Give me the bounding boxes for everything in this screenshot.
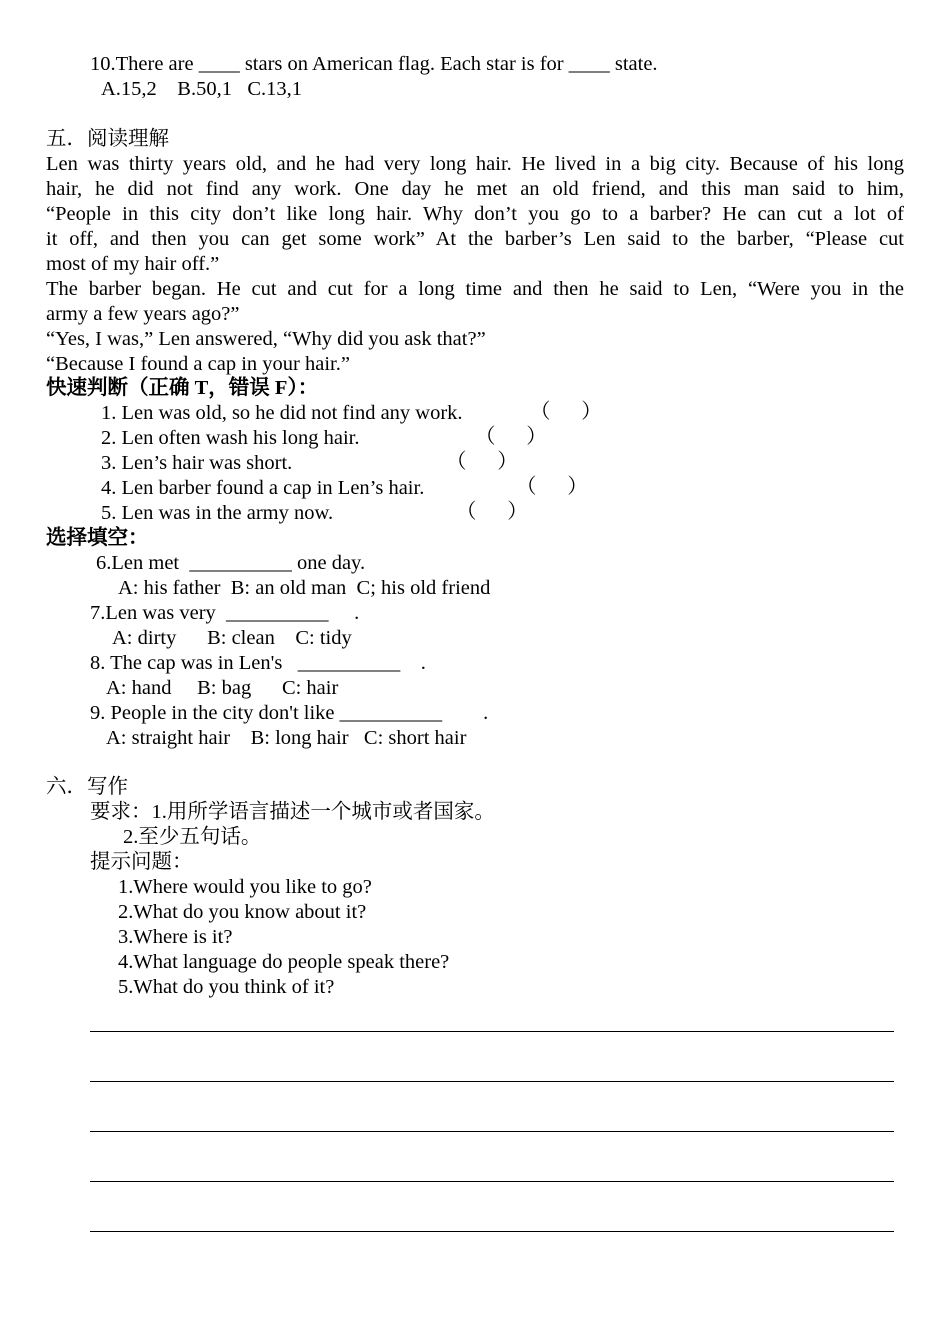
tf-item-text: 2. Len often wash his long hair. <box>101 427 360 449</box>
choice-options: A: his father B: an old man C; his old friend <box>118 577 491 599</box>
passage-line: it off, and then you can get some work” At the barber’s Len said to the barber, “Please cut <box>46 228 904 250</box>
question-10-text: 10.There are ____ stars on American flag. Each star is for ____ state. <box>90 53 658 75</box>
writing-line[interactable] <box>90 1031 894 1032</box>
passage-line: “Because I found a cap in your hair.” <box>46 353 350 375</box>
passage-line: The barber began. He cut and cut for a long time and then he said to Len, “Were you in the <box>46 278 904 300</box>
tf-item-text: 5. Len was in the army now. <box>101 502 334 524</box>
choice-options: A: hand B: bag C: hair <box>106 677 339 699</box>
hint-question: 3.Where is it? <box>118 926 233 948</box>
tf-answer-blank[interactable]: （ ） <box>456 501 528 523</box>
writing-line[interactable] <box>90 1081 894 1082</box>
writing-requirement-2: 2.至少五句话。 <box>123 826 262 848</box>
tf-answer-blank[interactable]: （ ） <box>516 476 588 498</box>
tf-answer-blank[interactable]: （ ） <box>530 401 602 423</box>
choice-options: A: dirty B: clean C: tidy <box>112 627 352 649</box>
hint-question: 2.What do you know about it? <box>118 901 367 923</box>
choice-question: 9. People in the city don't like __________ . <box>90 702 489 724</box>
hint-question: 1.Where would you like to go? <box>118 876 372 898</box>
choice-question: 7.Len was very __________ . <box>90 602 360 624</box>
writing-requirement-1: 要求：1.用所学语言描述一个城市或者国家。 <box>90 801 495 823</box>
hint-heading: 提示问题： <box>90 851 193 873</box>
hint-question: 5.What do you think of it? <box>118 976 335 998</box>
passage-line: Len was thirty years old, and he had very long hair. He lived in a big city. Because of his long <box>46 153 904 175</box>
section-6-heading: 六．写作 <box>46 776 128 798</box>
writing-line[interactable] <box>90 1231 894 1232</box>
writing-line[interactable] <box>90 1131 894 1132</box>
true-false-heading: 快速判断（正确 T，错误 F）： <box>46 377 319 399</box>
passage-line: most of my hair off.” <box>46 253 220 275</box>
passage-line: army a few years ago?” <box>46 303 240 325</box>
choice-question: 6.Len met __________ one day. <box>96 552 366 574</box>
tf-item-text: 1. Len was old, so he did not find any work. <box>101 402 463 424</box>
section-5-heading: 五．阅读理解 <box>46 128 169 150</box>
tf-item-text: 3. Len’s hair was short. <box>101 452 293 474</box>
choice-options: A: straight hair B: long hair C: short hair <box>106 727 467 749</box>
tf-item-text: 4. Len barber found a cap in Len’s hair. <box>101 477 425 499</box>
writing-line[interactable] <box>90 1181 894 1182</box>
tf-answer-blank[interactable]: （ ） <box>475 426 547 448</box>
multiple-choice-heading: 选择填空： <box>46 527 149 549</box>
question-10-options: A.15,2 B.50,1 C.13,1 <box>101 78 303 100</box>
passage-line: “Yes, I was,” Len answered, “Why did you ask that?” <box>46 328 486 350</box>
choice-question: 8. The cap was in Len's __________ . <box>90 652 426 674</box>
passage-line: “People in this city don’t like long hair. Why don’t you go to a barber? He can cut a lot of <box>46 203 904 225</box>
tf-answer-blank[interactable]: （ ） <box>446 451 518 473</box>
hint-question: 4.What language do people speak there? <box>118 951 450 973</box>
passage-line: hair, he did not find any work. One day he met an old friend, and this man said to him, <box>46 178 904 200</box>
